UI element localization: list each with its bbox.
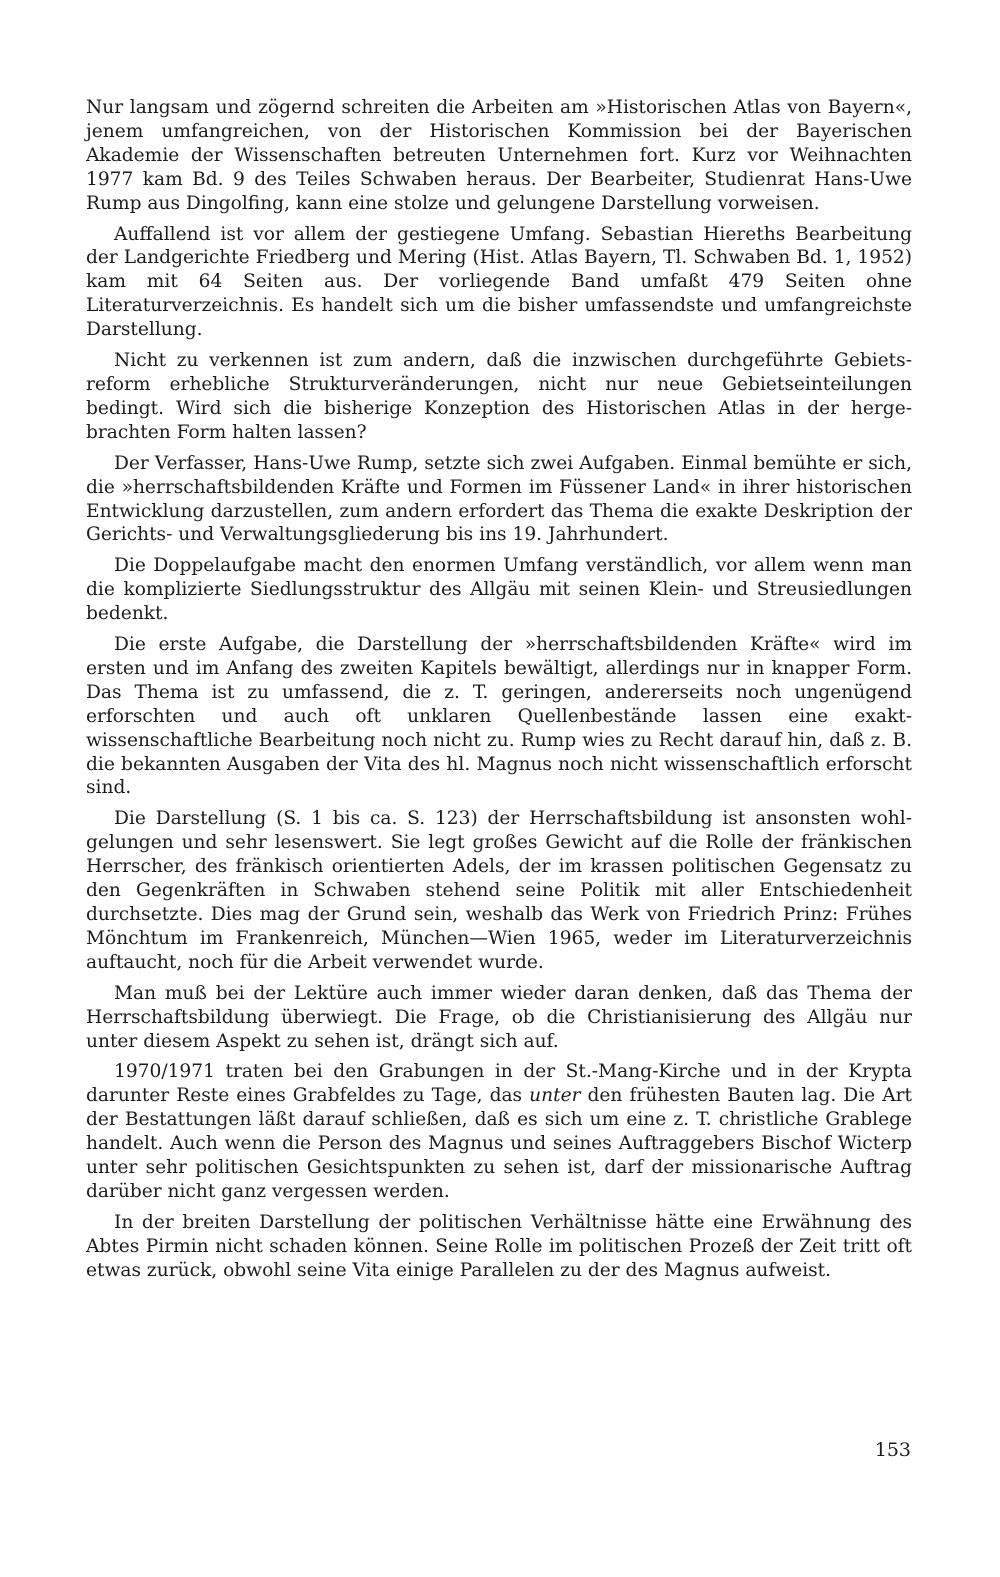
paragraph-text: 1970/1971 traten bei den Grabungen in der St.-Mang-Kirche und in der Krypta darunter Reste eines Grabfeldes zu Tage, das — [86, 1061, 912, 1107]
paragraph: Auffallend ist vor allem der gestiegene Umfang. Sebastian Hiereths Bearbeitung der Landgerichte Friedberg und Mering (Hist. Atlas Bayern, Tl. Schwaben Bd. 1, 1952) kam mit 64 Seiten aus. Der vorliegende Band umfaßt 479 Seiten ohne Literaturverzeichnis. Es handelt sich um die bisher umfassendste und umfangreichste Darstellung. — [86, 223, 912, 341]
paragraph: Die erste Aufgabe, die Darstellung der »herrschaftsbildenden Kräfte« wird im ersten und im Anfang des zweiten Kapitels bewältigt, allerdings nur in knapper Form. Das Thema ist zu umfassend, die z. T. geringen, andererseits noch ungenügend erforschten und auch oft unklaren Quellenbestände lassen eine exakt-wissenschaftliche Bearbeitung noch nicht zu. Rump wies zu Recht darauf hin, daß z. B. die bekannten Ausgaben der Vita des hl. Magnus noch nicht wissenschaftlich erforscht sind. — [86, 634, 912, 799]
body-text — [86, 96, 912, 1290]
paragraph: Der Verfasser, Hans-Uwe Rump, setzte sich zwei Aufgaben. Einmal bemühte er sich, die »herrschaftsbildenden Kräfte und Formen im Füssener Land« in ihrer historischen Entwicklung darzustellen, zum andern erfordert das Thema die exakte Deskription der Gerichts- und Verwaltungsgliederung bis ins 19. Jahrhundert. — [86, 452, 912, 546]
paragraph-text: den frühesten Bauten lag. Die Art der Bestattungen läßt darauf schließen, daß es sich um eine z. T. christliche Grablege handelt. Auch wenn die Person des Magnus und seines Auftraggebers Bischof Wicterp unter sehr politischen Gesichtspunkten zu sehen ist, darf der missionarische Auftrag darüber nicht ganz vergessen werden. — [86, 1085, 912, 1202]
paragraph: Die Doppelaufgabe macht den enormen Umfang verständlich, vor allem wenn man die komplizierte Siedlungsstruktur des Allgäu mit seinen Klein- und Streusiedlungen bedenkt. — [86, 555, 912, 625]
paragraph: Man muß bei der Lektüre auch immer wieder daran denken, daß das Thema der Herrschaftsbildung überwiegt. Die Frage, ob die Christianisierung des Allgäu nur unter diesem Aspekt zu sehen ist, drängt sich auf. — [86, 982, 912, 1052]
paragraph: Nicht zu verkennen ist zum andern, daß die inzwischen durchgeführte Gebietsreform erhebliche Strukturveränderungen, nicht nur neue Gebietseinteilungen bedingt. Wird sich die bisherige Konzeption des Historischen Atlas in der hergebrachten Form halten lassen? — [86, 350, 912, 443]
page-number: 153 — [874, 1439, 911, 1461]
paragraph: Die Darstellung (S. 1 bis ca. S. 123) der Herrschaftsbildung ist ansonsten wohlgelungen und sehr lesenswert. Sie legt großes Gewicht auf die Rolle der fränkischen Herrscher, des fränkisch orientierten Adels, der im krassen politischen Gegensatz zu den Gegenkräften in Schwaben stehend seine Politik mit aller Entschiedenheit durchsetzte. Dies mag der Grund sein, weshalb das Werk von Friedrich Prinz: Frühes Mönchtum im Frankenreich, München—Wien 1965, weder im Literaturverzeichnis auftaucht, noch für die Arbeit verwendet wurde. — [86, 808, 912, 973]
paragraph — [86, 1060, 912, 1203]
paragraph: Nur langsam und zögernd schreiten die Arbeiten am »Historischen Atlas von Bayern«, jenem umfangreichen, von der Historischen Kommission bei der Bayerischen Akademie der Wissenschaften betreuten Unternehmen fort. Kurz vor Weihnachten 1977 kam Bd. 9 des Teiles Schwaben heraus. Der Bearbeiter, Studienrat Hans-Uwe Rump aus Dingolfing, kann eine stolze und gelungene Darstellung vorweisen. — [86, 97, 912, 214]
paragraph: In der breiten Darstellung der politischen Verhältnisse hätte eine Erwähnung des Abtes Pirmin nicht schaden können. Seine Rolle im politischen Prozeß der Zeit tritt oft etwas zurück, obwohl seine Vita einige Parallelen zu der des Magnus aufweist. — [86, 1211, 912, 1281]
emphasis-text: unter — [529, 1085, 581, 1107]
